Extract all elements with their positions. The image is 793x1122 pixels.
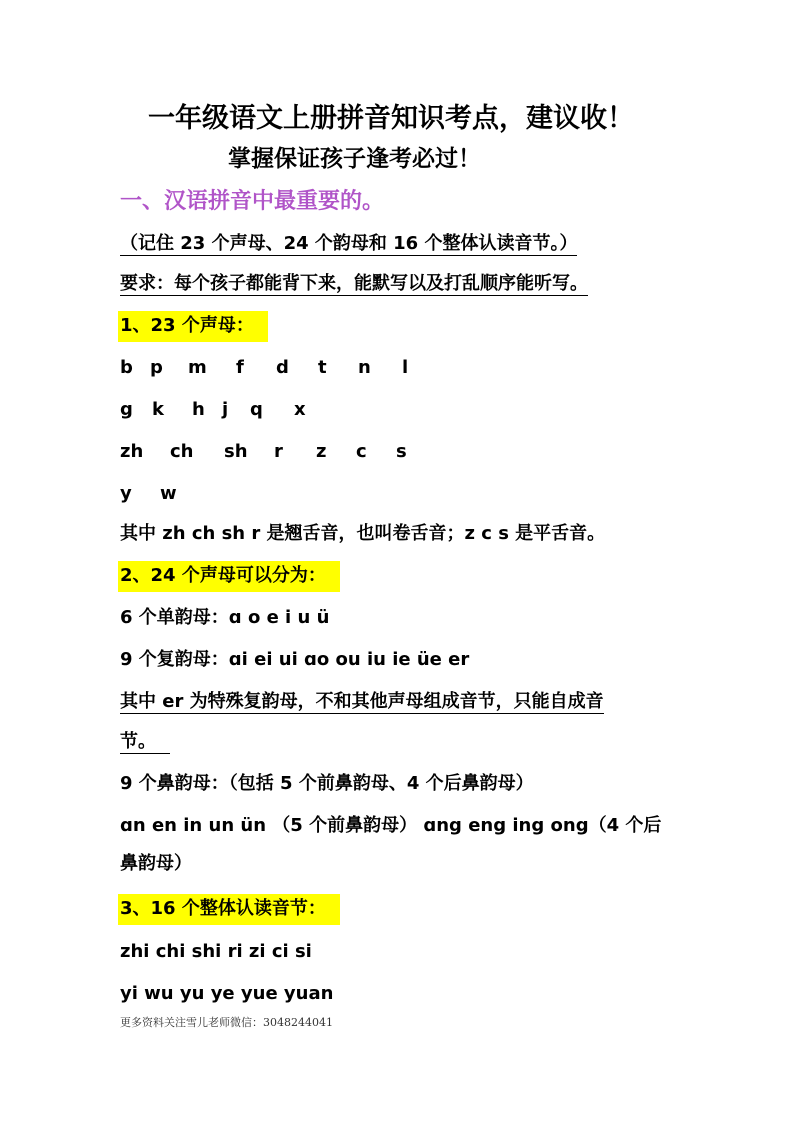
shengmu-letter: t — [318, 357, 327, 378]
dan-yunmu-line: 6 个单韵母：ɑ o e i u ü — [120, 607, 330, 628]
shengmu-letter: y — [120, 483, 132, 504]
footer-note: 更多资料关注雪儿老师微信：3048244041 — [120, 1016, 333, 1029]
er-note-text-1: 其中 er 为特殊复韵母，不和其他声母组成音节，只能自成音 — [120, 691, 604, 712]
shengmu-letter: x — [294, 399, 306, 420]
requirement-line — [120, 272, 588, 296]
shengmu-row-3 — [120, 440, 416, 464]
shengmu-letter: j — [222, 399, 229, 420]
shengmu-letter: b — [120, 357, 133, 378]
heading-yunmu — [120, 564, 340, 588]
shengmu-letter: g — [120, 399, 133, 420]
shengmu-letter: k — [152, 399, 164, 420]
bi-list-line-1: ɑn en in un ün （5 个前鼻韵母） ɑng eng ing ong（4 个后 — [120, 815, 662, 836]
shengmu-row-4 — [120, 482, 180, 506]
heading-zhengti — [120, 897, 340, 921]
shengmu-letter: sh — [224, 441, 248, 462]
er-note-line-2 — [120, 730, 170, 754]
shengmu-letter: n — [358, 357, 371, 378]
er-note-line-1 — [120, 690, 604, 714]
shengmu-letter: h — [192, 399, 205, 420]
heading-yunmu-text: 2、24 个声母可以分为： — [118, 561, 340, 592]
zhengti-line-1: zhi chi shi ri zi ci si — [120, 941, 312, 962]
shengmu-letter: d — [276, 357, 289, 378]
heading-zhengti-text: 3、16 个整体认读音节： — [118, 894, 340, 925]
shengmu-row-2 — [120, 398, 314, 422]
shengmu-letter: w — [160, 483, 177, 504]
section-heading-1: 一、汉语拼音中最重要的。 — [120, 189, 385, 214]
bi-list-line-2: 鼻韵母） — [120, 853, 192, 874]
shengmu-row-1 — [120, 356, 422, 380]
shengmu-letter: s — [396, 441, 407, 462]
shengmu-note: 其中 zh ch sh r 是翘舌音，也叫卷舌音；z c s 是平舌音。 — [120, 523, 606, 544]
heading-shengmu — [120, 314, 268, 338]
title-line-1: 一年级语文上册拼音知识考点，建议收！ — [148, 103, 634, 134]
requirement-text: 要求：每个孩子都能背下来，能默写以及打乱顺序能听写。 — [120, 273, 588, 294]
shengmu-letter: zh — [120, 441, 144, 462]
shengmu-letter: l — [402, 357, 409, 378]
shengmu-letter: ch — [170, 441, 194, 462]
er-note-text-2: 节。 — [120, 731, 170, 754]
shengmu-letter: r — [274, 441, 283, 462]
shengmu-letter: f — [236, 357, 244, 378]
zhengti-line-2: yi wu yu ye yue yuan — [120, 983, 334, 1004]
shengmu-letter: m — [188, 357, 207, 378]
note-text: （记住 23 个声母、24 个韵母和 16 个整体认读音节。） — [120, 233, 578, 254]
shengmu-letter: z — [316, 441, 327, 462]
bi-yunmu-line: 9 个鼻韵母：（包括 5 个前鼻韵母、4 个后鼻韵母） — [120, 773, 534, 794]
shengmu-letter: p — [150, 357, 163, 378]
fu-yunmu-line: 9 个复韵母：ɑi ei ui ɑo ou iu ie üe er — [120, 649, 470, 670]
note-line — [120, 232, 577, 256]
heading-shengmu-text: 1、23 个声母： — [118, 311, 268, 342]
shengmu-letter: c — [356, 441, 367, 462]
shengmu-letter: q — [250, 399, 263, 420]
title-line-2: 掌握保证孩子逢考必过！ — [228, 145, 481, 172]
